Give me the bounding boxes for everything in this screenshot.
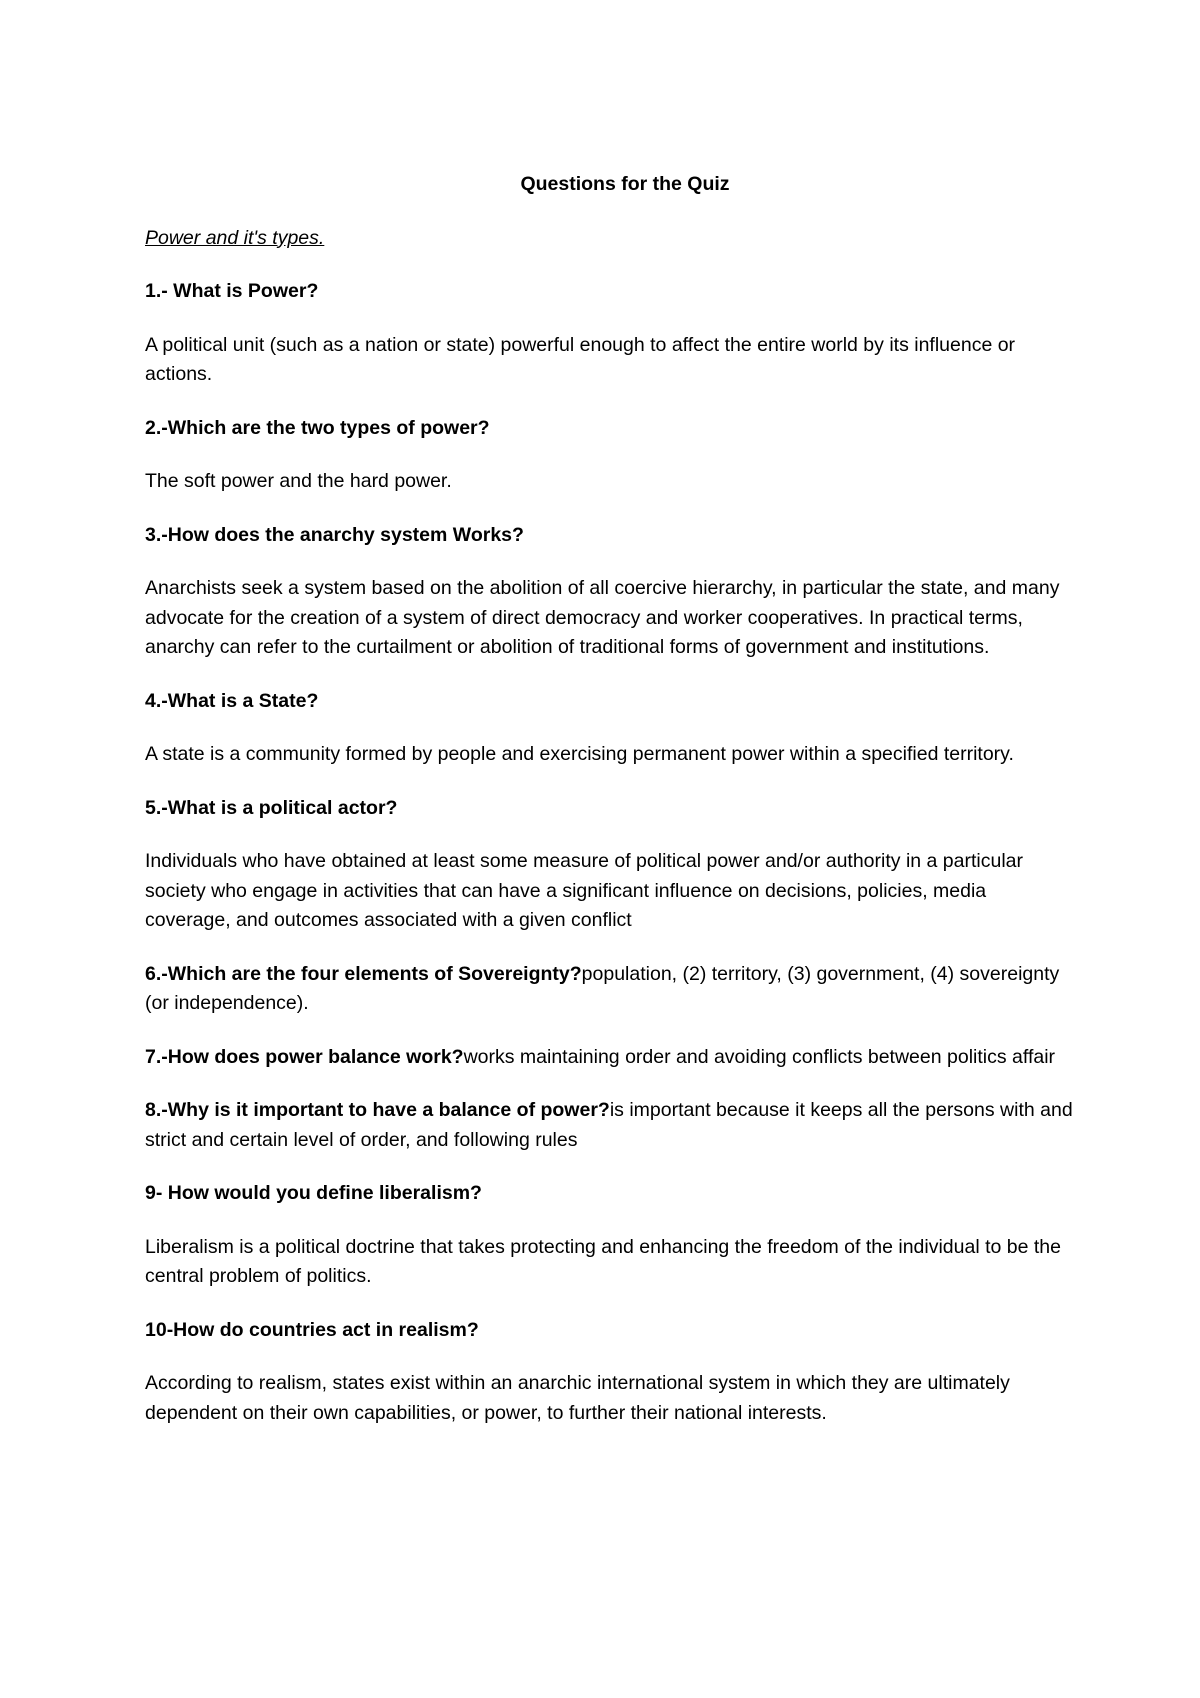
answer-1: A political unit (such as a nation or state) powerful enough to affect the entire world by its influence or actions. <box>145 333 1016 385</box>
answer-4: A state is a community formed by people and exercising permanent power within a specified territory. <box>145 743 1014 765</box>
question-8: 8.-Why is it important to have a balance of power? <box>145 1099 610 1121</box>
question-9: 9- How would you define liberalism? <box>145 1182 482 1204</box>
question-1: 1.- What is Power? <box>145 280 319 302</box>
question-3: 3.-How does the anarchy system Works? <box>145 523 524 546</box>
answer-6: population, (2) territory, (3) government, (4) sovereignty (or independence). <box>145 962 1060 1014</box>
answer-9: Liberalism is a political doctrine that takes protecting and enhancing the freedom of the individual to be the central problem of politics. <box>145 1235 1061 1287</box>
section-heading: Power and it's types. <box>145 226 325 249</box>
question-7: 7.-How does power balance work? <box>145 1045 464 1068</box>
question-6: 6.-Which are the four elements of Sovereignty? <box>145 962 582 985</box>
qa-item-8 <box>145 1096 1075 1155</box>
document-body <box>145 170 1075 1452</box>
answer-2: The soft power and the hard power. <box>145 470 452 492</box>
question-10: 10-How do countries act in realism? <box>145 1318 479 1341</box>
answer-7: works maintaining order and avoiding conflicts between politics affair <box>463 1045 1056 1068</box>
question-5: 5.-What is a political actor? <box>145 796 398 819</box>
answer-5: Individuals who have obtained at least some measure of political power and/or authority in a particular society who engage in activities that can have a significant influence on decisions, policies, media coverage, and outcomes associated with a given conflict <box>145 850 1023 931</box>
qa-item-6 <box>145 960 1075 1019</box>
answer-3: Anarchists seek a system based on the abolition of all coercive hierarchy, in particular the state, and many advocate for the creation of a system of direct democracy and worker cooperatives. In practical terms, anarchy can refer to the curtailment or abolition of traditional forms of government and institutions. <box>145 577 1060 658</box>
question-4: 4.-What is a State? <box>145 689 319 712</box>
qa-item-7 <box>145 1043 1075 1073</box>
answer-10: According to realism, states exist within an anarchic international system in which they are ultimately dependent on their own capabilities, or power, to further their national interests. <box>145 1372 1010 1424</box>
question-2: 2.-Which are the two types of power? <box>145 416 490 439</box>
answer-8: is important because it keeps all the persons with and strict and certain level of order, and following rules <box>145 1099 1073 1151</box>
document-title: Questions for the Quiz <box>520 173 730 195</box>
